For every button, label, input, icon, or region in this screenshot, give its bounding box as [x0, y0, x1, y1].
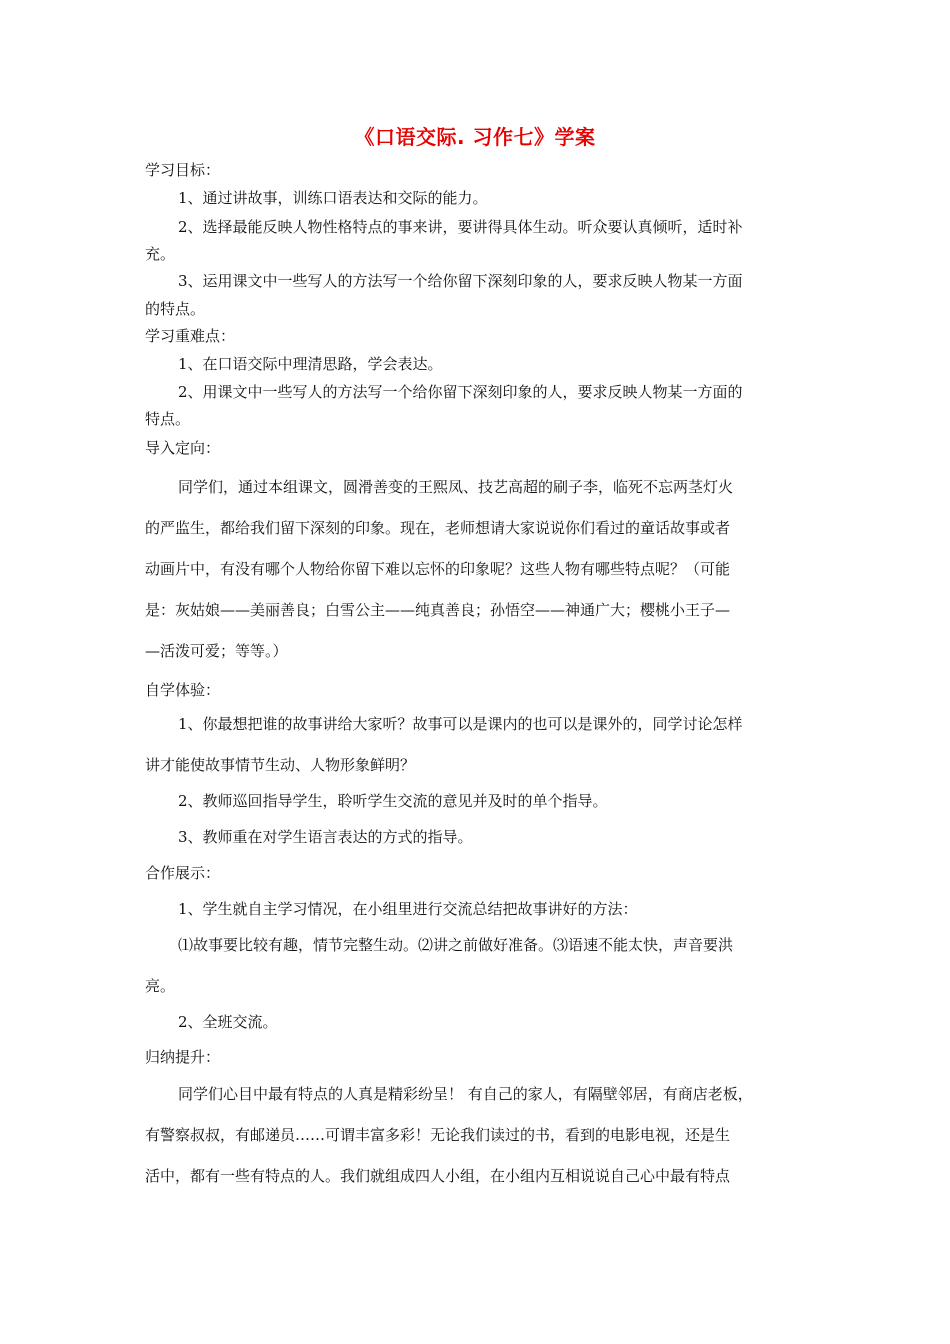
document-title: 《口语交际. 习作七》学案 — [354, 125, 596, 149]
paragraph-line: 同学们，通过本组课文，圆滑善变的王熙凤、技艺高超的刷子李，临死不忘两茎灯火 — [178, 478, 734, 496]
paragraph-line: 的严监生，都给我们留下深刻的印象。现在，老师想请大家说说你们看过的童话故事或者 — [145, 519, 731, 537]
paragraph-line: 3、运用课文中一些写人的方法写一个给你留下深刻印象的人，要求反映人物某一方面 — [178, 272, 743, 290]
paragraph-line: 有警察叔叔，有邮递员……可谓丰富多彩！无论我们读过的书，看到的电影电视，还是生 — [145, 1126, 731, 1144]
paragraph-line: 3、教师重在对学生语言表达的方式的指导。 — [178, 828, 473, 846]
paragraph-line: 1、在口语交际中理清思路，学会表达。 — [178, 355, 443, 373]
paragraph-line: —活泼可爱；等等。） — [145, 642, 288, 660]
paragraph-line: 1、学生就自主学习情况，在小组里进行交流总结把故事讲好的方法： — [178, 900, 638, 918]
paragraph-line: 特点。 — [145, 410, 191, 428]
paragraph-line: 2、全班交流。 — [178, 1013, 278, 1031]
paragraph-line: 同学们心目中最有特点的人真是精彩纷呈！ 有自己的家人，有隔壁邻居，有商店老板， — [178, 1085, 753, 1103]
paragraph-line: 活中，都有一些有特点的人。我们就组成四人小组，在小组内互相说说自己心中最有特点 — [145, 1167, 731, 1185]
paragraph-line: 2、选择最能反映人物性格特点的事来讲，要讲得具体生动。听众要认真倾听，适时补 — [178, 218, 743, 236]
section-heading: 学习目标： — [145, 161, 221, 179]
section-heading: 学习重难点： — [145, 327, 236, 345]
paragraph-line: 1、通过讲故事，训练口语表达和交际的能力。 — [178, 189, 488, 207]
paragraph-line: 2、教师巡回指导学生，聆听学生交流的意见并及时的单个指导。 — [178, 792, 608, 810]
paragraph-line: ⑴故事要比较有趣，情节完整生动。⑵讲之前做好准备。⑶语速不能太快，声音要洪 — [178, 936, 734, 954]
paragraph-line: 2、用课文中一些写人的方法写一个给你留下深刻印象的人，要求反映人物某一方面的 — [178, 383, 743, 401]
paragraph-line: 动画片中，有没有哪个人物给你留下难以忘怀的印象呢？这些人物有哪些特点呢？（可能 — [145, 560, 731, 578]
paragraph-line: 亮。 — [145, 977, 176, 995]
section-heading: 合作展示： — [145, 864, 221, 882]
section-heading: 归纳提升： — [145, 1048, 221, 1066]
section-heading: 自学体验： — [145, 681, 221, 699]
paragraph-line: 充。 — [145, 245, 176, 263]
paragraph-line: 讲才能使故事情节生动、人物形象鲜明？ — [145, 756, 416, 774]
paragraph-line: 1、你最想把谁的故事讲给大家听？故事可以是课内的也可以是课外的，同学讨论怎样 — [178, 715, 743, 733]
paragraph-line: 是：灰姑娘——美丽善良；白雪公主——纯真善良；孙悟空——神通广大；樱桃小王子— — [145, 601, 731, 619]
paragraph-line: 的特点。 — [145, 300, 206, 318]
section-heading: 导入定向： — [145, 439, 221, 457]
